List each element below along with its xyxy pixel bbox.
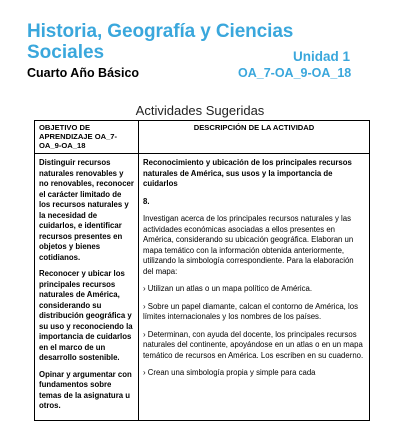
objective-text: Distinguir recursos naturales renovables y no renovables, reconocer el carácter limitado de los recursos naturales y la necesidad de cuidarlos, e identificar recursos presentes en objetos y bienes cotidianos. xyxy=(39,158,134,262)
activity-step: › Utilizan un atlas o un mapa político de América. xyxy=(143,284,313,293)
activity-step: › Determinan, con ayuda del docente, los principales recursos naturales del continente, apoyándose en un atlas o en un mapa temático de recursos en América. Los escriben en su cuaderno. xyxy=(143,329,364,360)
activity-step: › Sobre un papel diamante, calcan el contorno de América, los límites internacionales y los nombres de los países. xyxy=(143,301,358,321)
unit-label: Unidad 1 xyxy=(293,49,351,64)
activities-table xyxy=(34,120,370,421)
oa-codes: OA_7-OA_9-OA_18 xyxy=(238,66,352,80)
document-title-line2: Sociales xyxy=(27,42,105,63)
table-row xyxy=(35,154,370,421)
activity-intro: Investigan acerca de los principales recursos naturales y las actividades económicas asociadas a ellos presentes en América, considerando su ubicación geográfica. Elaboran un mapa temático con la información obtenida anteriormente, utilizando la simbología correspondiente. Para la elaboración del mapa: xyxy=(143,214,354,276)
activity-title: Reconocimiento y ubicación de los principales recursos naturales de América, sus usos y la importancia de cuidarlos xyxy=(143,158,352,188)
grade-label: Cuarto Año Básico xyxy=(27,66,140,80)
section-title: Actividades Sugeridas xyxy=(135,103,265,118)
activity-step: › Crean una simbología propia y simple para cada xyxy=(143,368,316,377)
table-header-row xyxy=(35,121,370,154)
document-title: Historia, Geografía y Ciencias xyxy=(27,21,294,42)
description-header: DESCRIPCIÓN DE LA ACTIVIDAD xyxy=(139,121,370,154)
description-cell xyxy=(139,154,370,421)
objective-text: Reconocer y ubicar los principales recursos naturales de América, considerando su distribución geográfica y su uso y reconociendo la importancia de cuidarlos en el marco de un desarrollo sostenible. xyxy=(39,269,133,362)
objectives-cell xyxy=(35,154,139,421)
objective-text: Opinar y argumentar con fundamentos sobre temas de la asignatura u otros. xyxy=(39,369,132,410)
activity-number: 8. xyxy=(143,196,150,206)
objective-header: OBJETIVO DE APRENDIZAJE OA_7-OA_9-OA_18 xyxy=(35,121,139,154)
